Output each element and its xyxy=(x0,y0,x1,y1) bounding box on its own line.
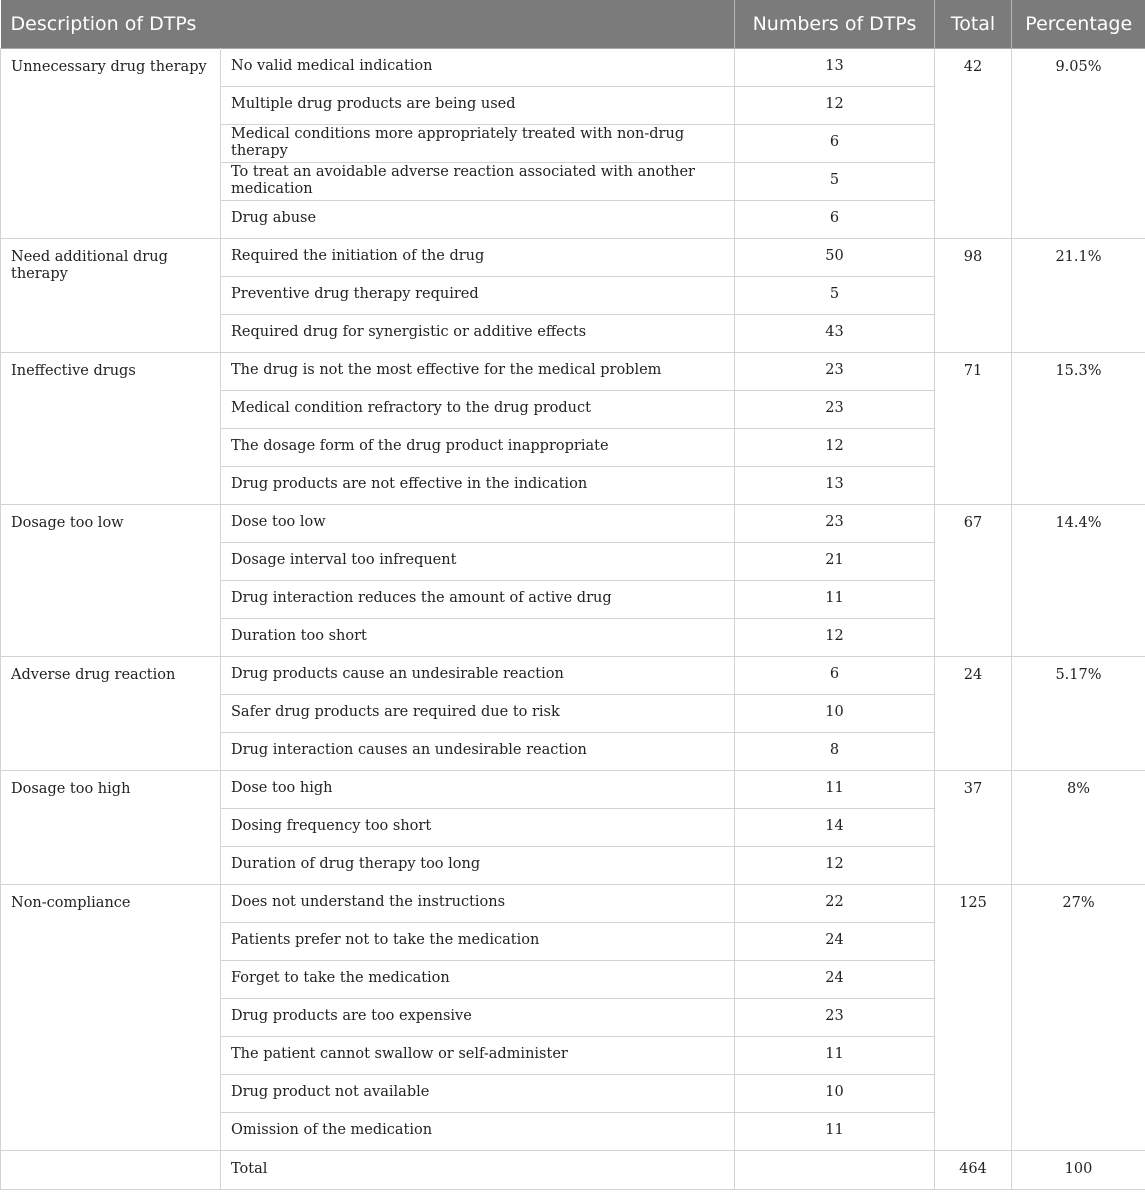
count-cell: 5 xyxy=(735,162,935,200)
count-cell: 24 xyxy=(735,960,935,998)
count-cell: 10 xyxy=(735,694,935,732)
header-percentage: Percentage xyxy=(1012,0,1145,48)
header-numbers: Numbers of DTPs xyxy=(735,0,935,48)
grand-percentage-cell: 100 xyxy=(1012,1150,1145,1189)
description-cell: Drug interaction causes an undesirable reaction xyxy=(221,732,735,770)
description-cell: The dosage form of the drug product inappropriate xyxy=(221,428,735,466)
header-row xyxy=(1,0,1145,48)
description-cell: Forget to take the medication xyxy=(221,960,735,998)
description-cell: Drug products are not effective in the indication xyxy=(221,466,735,504)
description-cell: Duration of drug therapy too long xyxy=(221,846,735,884)
count-cell: 23 xyxy=(735,504,935,542)
description-cell: Drug products are too expensive xyxy=(221,998,735,1036)
total-row-count-cell xyxy=(735,1150,935,1189)
category-cell: Need additional drug therapy xyxy=(1,238,221,352)
category-cell: Ineffective drugs xyxy=(1,352,221,504)
table-row xyxy=(1,770,1145,808)
count-cell: 43 xyxy=(735,314,935,352)
description-cell: Medical conditions more appropriately treated with non-drug therapy xyxy=(221,124,735,162)
count-cell: 10 xyxy=(735,1074,935,1112)
count-cell: 5 xyxy=(735,276,935,314)
description-cell: Safer drug products are required due to risk xyxy=(221,694,735,732)
grand-total-cell: 464 xyxy=(935,1150,1012,1189)
count-cell: 13 xyxy=(735,466,935,504)
table-body xyxy=(1,48,1145,1189)
description-cell: Drug products cause an undesirable reaction xyxy=(221,656,735,694)
category-cell: Dosage too low xyxy=(1,504,221,656)
group-percentage-cell: 27% xyxy=(1012,884,1145,1150)
group-percentage-cell: 21.1% xyxy=(1012,238,1145,352)
group-percentage-cell: 15.3% xyxy=(1012,352,1145,504)
count-cell: 6 xyxy=(735,200,935,238)
group-total-cell: 71 xyxy=(935,352,1012,504)
count-cell: 6 xyxy=(735,656,935,694)
description-cell: Dosage interval too infrequent xyxy=(221,542,735,580)
description-cell: Required drug for synergistic or additive effects xyxy=(221,314,735,352)
description-cell: Does not understand the instructions xyxy=(221,884,735,922)
description-cell: Multiple drug products are being used xyxy=(221,86,735,124)
table-row xyxy=(1,884,1145,922)
description-cell: Required the initiation of the drug xyxy=(221,238,735,276)
category-cell: Adverse drug reaction xyxy=(1,656,221,770)
group-total-cell: 67 xyxy=(935,504,1012,656)
category-cell: Unnecessary drug therapy xyxy=(1,48,221,238)
description-cell: Dosing frequency too short xyxy=(221,808,735,846)
count-cell: 23 xyxy=(735,998,935,1036)
count-cell: 21 xyxy=(735,542,935,580)
group-percentage-cell: 5.17% xyxy=(1012,656,1145,770)
table-row xyxy=(1,238,1145,276)
group-total-cell: 42 xyxy=(935,48,1012,238)
table-row xyxy=(1,504,1145,542)
description-cell: Drug product not available xyxy=(221,1074,735,1112)
group-total-cell: 24 xyxy=(935,656,1012,770)
group-total-cell: 98 xyxy=(935,238,1012,352)
description-cell: Drug abuse xyxy=(221,200,735,238)
description-cell: Preventive drug therapy required xyxy=(221,276,735,314)
description-cell: Dose too high xyxy=(221,770,735,808)
total-row-category-cell xyxy=(1,1150,221,1189)
description-cell: Patients prefer not to take the medication xyxy=(221,922,735,960)
count-cell: 12 xyxy=(735,86,935,124)
description-cell: Drug interaction reduces the amount of active drug xyxy=(221,580,735,618)
count-cell: 11 xyxy=(735,580,935,618)
description-cell: The drug is not the most effective for the medical problem xyxy=(221,352,735,390)
description-cell: Dose too low xyxy=(221,504,735,542)
count-cell: 50 xyxy=(735,238,935,276)
count-cell: 23 xyxy=(735,352,935,390)
group-percentage-cell: 14.4% xyxy=(1012,504,1145,656)
description-cell: No valid medical indication xyxy=(221,48,735,86)
count-cell: 24 xyxy=(735,922,935,960)
description-cell: The patient cannot swallow or self-administer xyxy=(221,1036,735,1074)
count-cell: 12 xyxy=(735,846,935,884)
group-percentage-cell: 9.05% xyxy=(1012,48,1145,238)
description-cell: Omission of the medication xyxy=(221,1112,735,1150)
category-cell: Dosage too high xyxy=(1,770,221,884)
total-row-label: Total xyxy=(221,1150,735,1189)
count-cell: 23 xyxy=(735,390,935,428)
header-description: Description of DTPs xyxy=(1,0,735,48)
group-total-cell: 125 xyxy=(935,884,1012,1150)
count-cell: 22 xyxy=(735,884,935,922)
count-cell: 13 xyxy=(735,48,935,86)
description-cell: Medical condition refractory to the drug product xyxy=(221,390,735,428)
count-cell: 11 xyxy=(735,1112,935,1150)
description-cell: Duration too short xyxy=(221,618,735,656)
count-cell: 6 xyxy=(735,124,935,162)
total-row xyxy=(1,1150,1145,1189)
count-cell: 11 xyxy=(735,1036,935,1074)
count-cell: 12 xyxy=(735,618,935,656)
group-percentage-cell: 8% xyxy=(1012,770,1145,884)
description-cell: To treat an avoidable adverse reaction associated with another medication xyxy=(221,162,735,200)
count-cell: 14 xyxy=(735,808,935,846)
table-row xyxy=(1,352,1145,390)
category-cell: Non-compliance xyxy=(1,884,221,1150)
count-cell: 11 xyxy=(735,770,935,808)
count-cell: 12 xyxy=(735,428,935,466)
count-cell: 8 xyxy=(735,732,935,770)
group-total-cell: 37 xyxy=(935,770,1012,884)
table-row xyxy=(1,48,1145,86)
table-row xyxy=(1,656,1145,694)
header-total: Total xyxy=(935,0,1012,48)
